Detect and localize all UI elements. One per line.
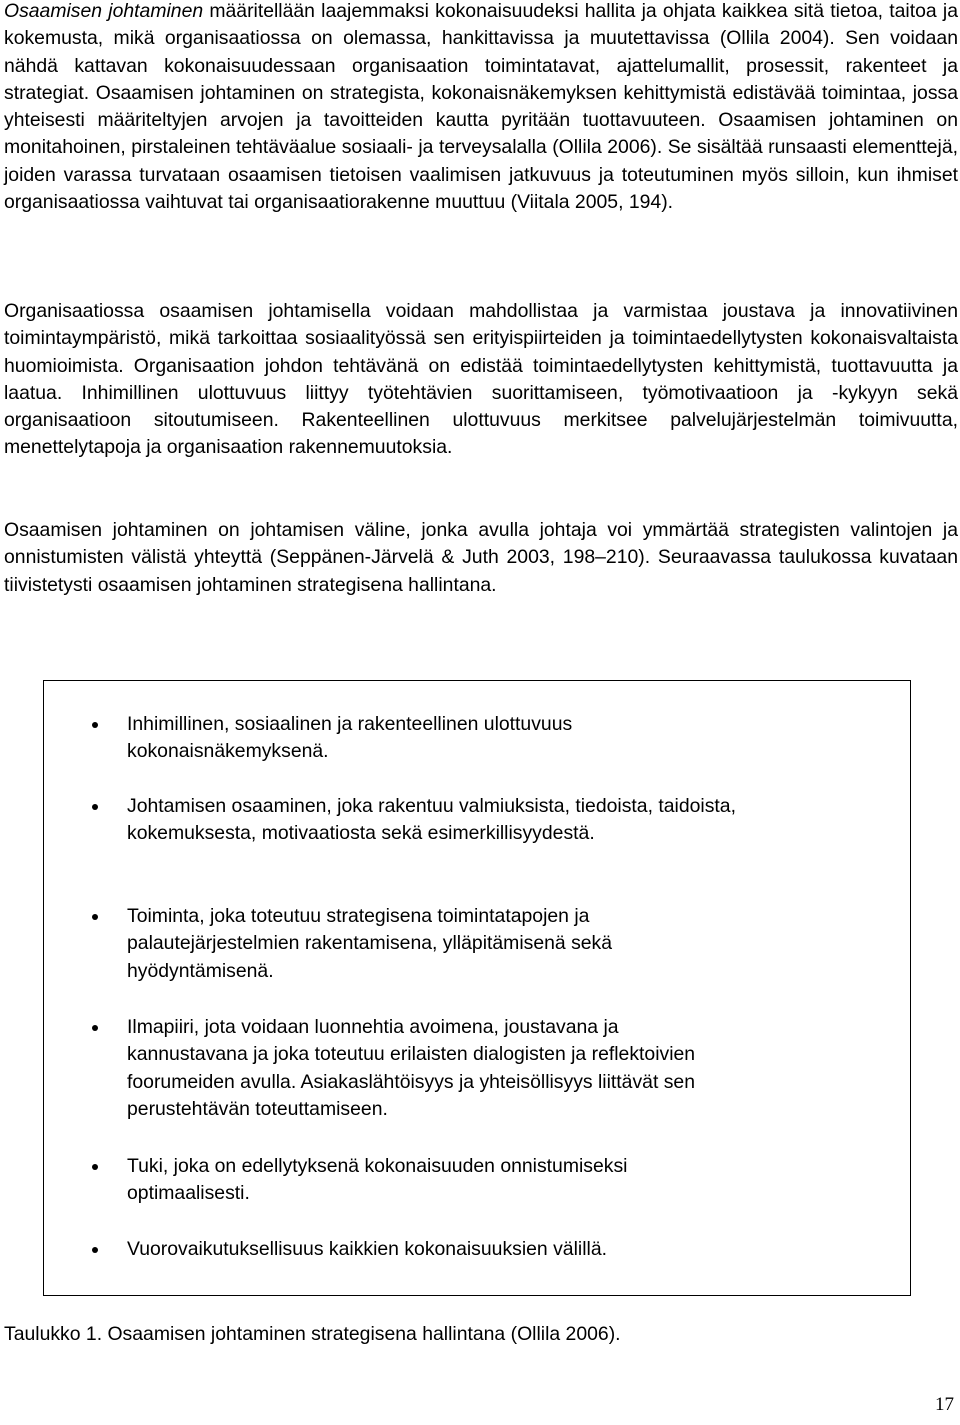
list-item-text: Inhimillinen, sosiaalinen ja rakenteellinen ulottuvuus kokonaisnäkemyksenä.	[127, 713, 573, 763]
list-item-text: Ilmapiiri, jota voidaan luonnehtia avoimena, joustavana ja kannustavana ja joka toteutuu erilaisten dialogisten ja reflektoivien foorumeiden avulla. Asiakaslähtöisyys ja yhteisöllisyys liittävät sen perustehtävän toteuttamiseen.	[127, 1016, 696, 1120]
paragraph-2: Organisaatiossa osaamisen johtamisella voidaan mahdollistaa ja varmistaa joustava ja innovatiivinen toimintaympäristö, mikä tarkoittaa sosiaalityössä sen erityispiirteiden ja toimintaedellytysten kokonaisvaltaista huomioimista. Organisaation johdon tehtävänä on edistää toimintaedellytysten kehittymistä, tuottavuutta ja laatua. Inhimillinen ulottuvuus liittyy työtehtävien suorittamiseen, työmotivaatioon ja -kykyyn sekä organisaatioon sitoutumiseen. Rakenteellinen ulottuvuus merkitsee palvelujärjestelmän toimivuutta, menettelytapoja ja organisaation rakennemuutoksia.	[4, 300, 958, 459]
paragraph-1-lead: Osaamisen johtaminen	[4, 0, 204, 22]
table-caption: Taulukko 1. Osaamisen johtaminen strategisena hallintana (Ollila 2006).	[4, 1323, 621, 1345]
bullet-icon	[92, 722, 98, 728]
bullet-icon	[92, 804, 98, 810]
list-item-text: Vuorovaikutuksellisuus kaikkien kokonaisuuksien välillä.	[127, 1238, 607, 1260]
paragraph-1	[4, 0, 958, 216]
list-item-text: Tuki, joka on edellytyksenä kokonaisuuden onnistumiseksi optimaalisesti.	[127, 1155, 628, 1205]
bullet-icon	[92, 1164, 98, 1170]
bullet-icon	[92, 914, 98, 920]
bullet-icon	[92, 1025, 98, 1031]
bullet-icon	[92, 1247, 98, 1253]
page-number: 17	[935, 1394, 954, 1415]
list-item-text: Toiminta, joka toteutuu strategisena toimintatapojen ja palautejärjestelmien rakentamisena, ylläpitämisenä sekä hyödyntämisenä.	[127, 905, 613, 982]
table-box	[43, 680, 911, 1296]
paragraph-3: Osaamisen johtaminen on johtamisen väline, jonka avulla johtaja voi ymmärtää strategisten valintojen ja onnistumisten välistä yhteyttä (Seppänen-Järvelä & Juth 2003, 198–210). Seuraavassa taulukossa kuvataan tiivistetysti osaamisen johtaminen strategisena hallintana.	[4, 519, 958, 596]
list-item-text: Johtamisen osaaminen, joka rakentuu valmiuksista, tiedoista, taidoista, kokemuksesta, motivaatiosta sekä esimerkillisyydestä.	[127, 795, 736, 845]
paragraph-1-text: määritellään laajemmaksi kokonaisuudeksi hallita ja ohjata kaikkea sitä tietoa, taitoa ja kokemusta, mikä organisaatiossa on olemassa, hankittavissa ja muutettavissa (Ollila 2004). Sen voidaan nähdä kattavan kokonaisuudessaan organisaation toimintatavat, ajattelumallit, prosessit, rakenteet ja strategiat. Osaamisen johtaminen on strategista, kokonaisnäkemyksen kehittymistä edistävää toimintaa, jossa yhteisesti määriteltyjen arvojen ja tavoitteiden kautta pyritään tuottavuuteen. Osaamisen johtaminen on monitahoinen, pirstaleinen tehtäväalue sosiaali- ja terveysalalla (Ollila 2006). Se sisältää runsaasti elementtejä, joiden varassa turvataan osaamisen tietoisen vaalimisen jatkuvuus ja toteutuminen myös silloin, kun ihmiset organisaatiossa vaihtuvat tai organisaatiorakenne muuttuu (Viitala 2005, 194).	[4, 0, 958, 214]
